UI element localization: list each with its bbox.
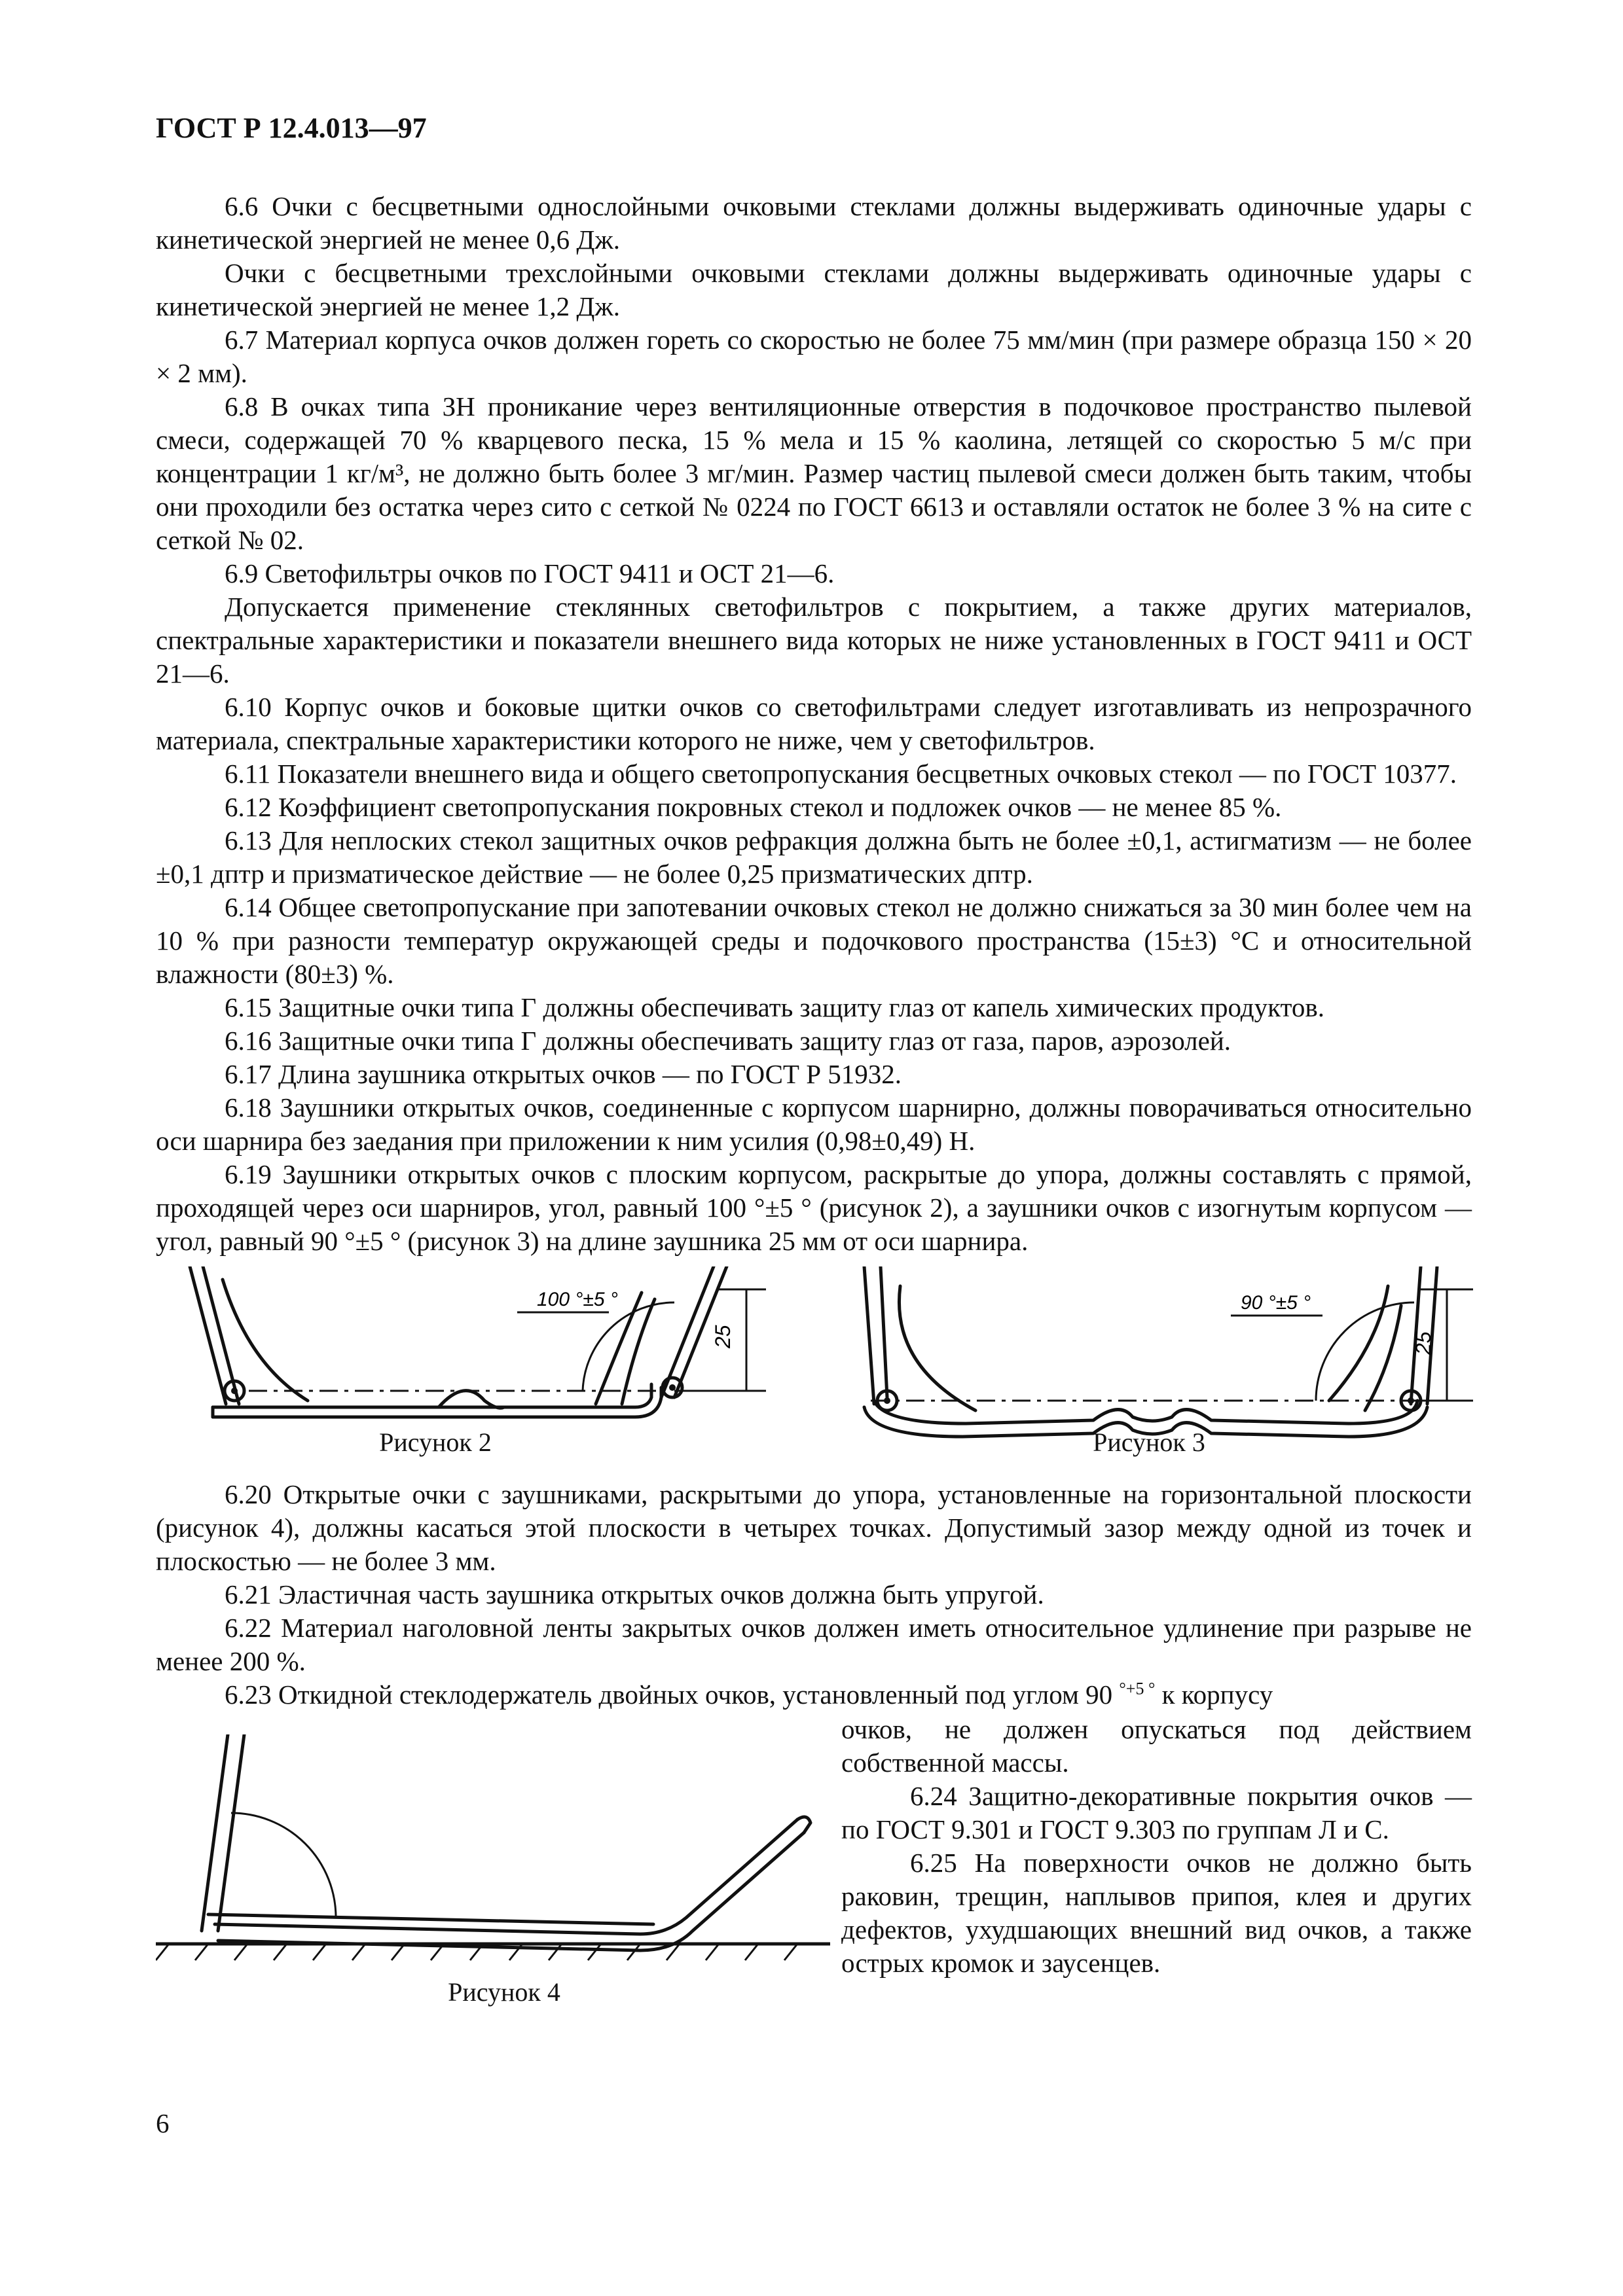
paragraph-6-22: 6.22 Материал наголовной ленты закрытых очков должен иметь относительное удлинение при разрыве не менее 200 %.: [156, 1613, 1472, 1676]
fig2-angle-label: 100 °±5 °: [537, 1289, 618, 1310]
paragraph-6-18: 6.18 Заушники открытых очков, соединенные с корпусом шарнирно, должны поворачиваться относительно оси шарнира без заедания при приложении к ним усилия (0,98±0,49) Н.: [156, 1092, 1472, 1156]
paragraph-6-11: 6.11 Показатели внешнего вида и общего светопропускания бесцветных очковых стекол — по ГОСТ 10377.: [225, 759, 1457, 789]
fig3-dimension-label: 25: [1412, 1331, 1435, 1355]
paragraph-6-9: 6.9 Светофильтры очков по ГОСТ 9411 и ОСТ 21—6.: [225, 558, 835, 588]
paragraph-6-24: 6.24 Защитно-декоративные покрытия очков — по ГОСТ 9.301 и ГОСТ 9.303 по группам Л и С.: [841, 1781, 1472, 1844]
paragraph-6-20: 6.20 Открытые очки с заушниками, раскрытыми до упора, установленные на горизонтальной плоскости (рисунок 4), должны касаться этой плоскости в четырех точках. Допустимый зазор между одной из точек и плоскостью — не более 3 мм.: [156, 1479, 1472, 1576]
paragraph-6-25: 6.25 На поверхности очков не должно быть раковин, трещин, наплывов припоя, клея и других дефектов, ухудшающих внешний вид очков, а также острых кромок и заусенцев.: [841, 1848, 1472, 1978]
page-number: 6: [156, 2108, 170, 2138]
paragraph-6-16: 6.16 Защитные очки типа Г должны обеспечивать защиту глаз от газа, паров, аэрозолей.: [225, 1026, 1231, 1056]
body-text-section-2: [156, 1478, 1472, 1712]
paragraph-6-23-cont: очков, не должен опускаться под действием собственной массы.: [841, 1714, 1472, 1778]
paragraph-6-17: 6.17 Длина заушника открытых очков — по ГОСТ Р 51932.: [225, 1059, 902, 1089]
paragraph-6-13: 6.13 Для неплоских стекол защитных очков рефракция должна быть не более ±0,1, астигматизм — не более ±0,1 дптр и призматическое действие — не более 0,25 призматических дптр.: [156, 825, 1472, 889]
paragraph-6-14: 6.14 Общее светопропускание при запотевании очковых стекол не должно снижаться за 30 мин более чем на 10 % при разности температур окружающей среды и подочкового пространства (15±3) °С и относительной влажности (80±3) %.: [156, 892, 1472, 989]
paragraph-6-21: 6.21 Эластичная часть заушника открытых очков должна быть упругой.: [225, 1579, 1044, 1609]
paragraph-6-15: 6.15 Защитные очки типа Г должны обеспечивать защиту глаз от капель химических продуктов.: [225, 992, 1325, 1022]
paragraph-6-23-start: 6.23 Откидной стеклодержатель двойных очков, установленный под углом 90: [225, 1679, 1113, 1710]
paragraph-6-9-cont: Допускается применение стеклянных светофильтров с покрытием, а также других материалов, спектральные характеристики и показатели внешнего вида которых не ниже установленных в ГОСТ 9411 и ОСТ 21—6.: [156, 592, 1472, 689]
side-text-column: [841, 1713, 1472, 1980]
figure-3-caption: Рисунок 3: [1093, 1427, 1205, 1457]
document-header: ГОСТ Р 12.4.013—97: [156, 112, 427, 144]
fig2-dimension-label: 25: [711, 1325, 735, 1348]
paragraph-6-23: [156, 1678, 1472, 1712]
paragraph-6-7: 6.7 Материал корпуса очков должен гореть со скоростью не более 75 мм/мин (при размере образца 150 × 20 × 2 мм).: [156, 325, 1472, 388]
body-text-section-1: [156, 190, 1472, 1258]
figure-4-drawing: [156, 1734, 830, 1977]
paragraph-6-19: 6.19 Заушники открытых очков с плоским корпусом, раскрытые до упора, должны составлять с прямой, проходящей через оси шарниров, угол, равный 100 °±5 ° (рисунок 2), а заушники очков с изогнутым корпусом — угол, равный 90 °±5 ° (рисунок 3) на длине заушника 25 мм от оси шарнира.: [156, 1159, 1472, 1256]
fig3-angle-label: 90 °±5 °: [1241, 1292, 1311, 1314]
paragraph-6-8: 6.8 В очках типа ЗН проникание через вентиляционные отверстия в подочковое пространство пылевой смеси, содержащей 70 % кварцевого песка, 15 % мела и 15 % каолина, летящей со скоростью 5 м/с при концентрации 1 кг/м³, не должно быть более 3 мг/мин. Размер частиц пылевой смеси должен быть таким, чтобы они проходили без остатка через сито с сеткой № 0224 по ГОСТ 6613 и оставляли остаток не более 3 % на сите с сеткой № 02.: [156, 391, 1472, 555]
figure-4-caption: Рисунок 4: [448, 1977, 560, 2007]
angle-tolerance-superscript: °+5 °: [1119, 1679, 1156, 1698]
paragraph-6-12: 6.12 Коэффициент светопропускания покровных стекол и подложек очков — не менее 85 %.: [225, 792, 1282, 822]
paragraph-6-6-cont: Очки с бесцветными трехслойными очковыми стеклами должны выдерживать одиночные удары с кинетической энергией не менее 1,2 Дж.: [156, 258, 1472, 321]
paragraph-6-10: 6.10 Корпус очков и боковые щитки очков со светофильтрами следует изготавливать из непрозрачного материала, спектральные характеристики которого не ниже, чем у светофильтров.: [156, 692, 1472, 755]
paragraph-6-6: 6.6 Очки с бесцветными однослойными очковыми стеклами должны выдерживать одиночные удары с кинетической энергией не менее 0,6 Дж.: [156, 191, 1472, 255]
paragraph-6-23-end: к корпусу: [1161, 1679, 1273, 1710]
figure-2-caption-visible: Рисунок 2: [379, 1427, 492, 1457]
